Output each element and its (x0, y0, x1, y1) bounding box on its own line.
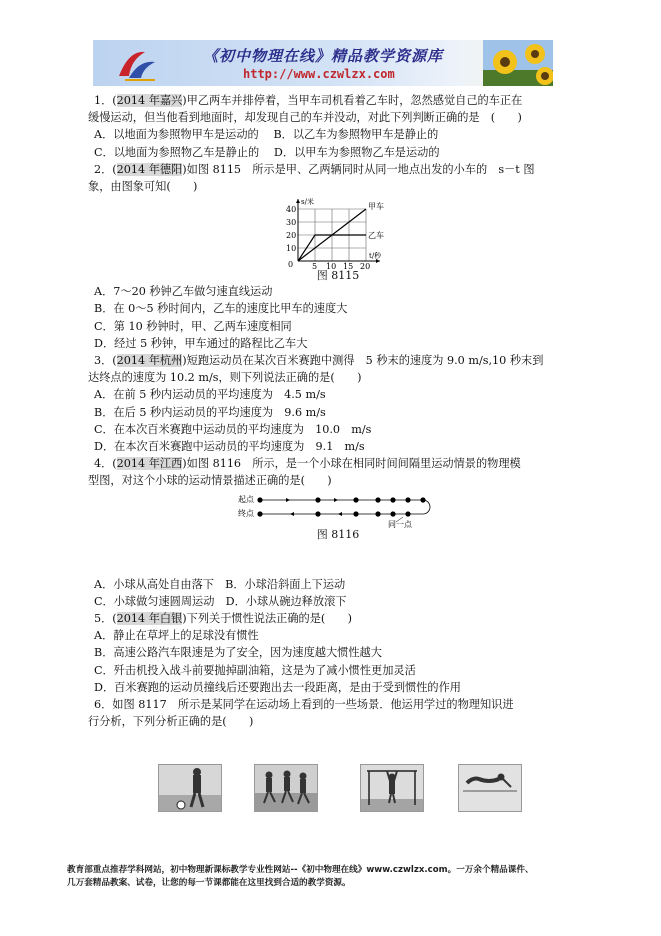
q4-line2: 型图，对这个小球的运动情景描述正确的是( ) (88, 474, 332, 488)
photo-football-icon (158, 764, 222, 812)
sunflower-icon (483, 40, 553, 86)
q6-line2: 行分析，下列分析正确的是( ) (88, 715, 254, 729)
ball (405, 497, 410, 502)
q3-option-c: C．在本次百米赛跑中运动员的平均速度为 10.0 m/s (94, 422, 372, 436)
q2-option-b: B．在 0～5 秒时间内，乙车的速度比甲车的速度大 (94, 302, 348, 316)
q3-option-d: D．在本次百米赛跑中运动员的平均速度为 9.1 m/s (94, 440, 365, 454)
footer-line-1: 教育部重点推荐学科网站，初中物理新课标教学专业性网站--《初中物理在线》www.czwlzx.com。一万余个精品课件、 (67, 865, 534, 875)
ball (257, 497, 262, 502)
q5-line1: 5．(2014 年白银)下列关于惯性说法正确的是( ) (94, 612, 353, 626)
q1-line1: 1．(2014 年嘉兴)甲乙两车并排停着，当甲车司机看着乙车时，忽然感觉自己的车正在 (94, 94, 523, 107)
q4-line1: 4．(2014 年江西)如图 8116 所示，是一个小球在相同时间间隔里运动情景的物理模 (94, 457, 521, 471)
q3-line2: 达终点的速度为 10.2 m/s，则下列说法正确的是( ) (88, 371, 362, 385)
q6-line1: 6．如图 8117 所示是某同学在运动场上看到的一些场景．他运用学过的物理知识进 (94, 698, 514, 712)
figure-8115-ylabel: s/米 (301, 198, 314, 207)
q1-options-cd: C．以地面为参照物乙车是静止的 D．以甲车为参照物乙车是运动的 (94, 145, 440, 159)
page-footer (67, 864, 607, 890)
photo-running-icon (254, 764, 318, 812)
y-tick: 10 (286, 244, 297, 254)
site-logo-icon (115, 46, 159, 82)
ball (375, 511, 380, 516)
footer-line-2: 几万套精品教案、试卷，让您的每一节课都能在这里找到合适的教学资源。 (67, 878, 351, 888)
y-tick: 30 (286, 218, 297, 228)
figure-8116-same-point-label: 同一点 (388, 519, 412, 528)
x-tick: 15 (343, 262, 354, 270)
q5-option-a: A．静止在草坪上的足球没有惯性 (94, 629, 259, 643)
q2-option-d: D．经过 5 秒钟，甲车通过的路程比乙车大 (94, 336, 308, 350)
ball (315, 497, 320, 502)
q1-line2: 缓慢运动，但当他看到地面时，却发现自己的车并没动，对此下列判断正确的是 ( ) (88, 111, 522, 125)
y-tick: 40 (286, 205, 297, 215)
ball (375, 497, 380, 502)
q2-option-c: C．第 10 秒钟时，甲、乙两车速度相同 (94, 319, 292, 333)
q2-line2: 象，由图象可知( ) (88, 180, 198, 194)
ball (420, 497, 425, 502)
ball (405, 511, 410, 516)
ball (257, 511, 262, 516)
series-yi-label: 乙车 (368, 231, 384, 241)
q5-option-d: D．百米赛跑的运动员撞线后还要跑出去一段距离，是由于受到惯性的作用 (94, 680, 461, 694)
x-tick: 20 (360, 262, 371, 270)
q5-option-c: C．歼击机投入战斗前要抛掉副油箱，这是为了减小惯性更加灵活 (94, 663, 416, 677)
figure-8116-start-label: 起点 (238, 494, 254, 504)
y-tick: 20 (286, 231, 297, 241)
figure-8116-diagram (238, 492, 438, 528)
axis-origin: 0 (288, 260, 294, 270)
ball (390, 511, 395, 516)
q4-options-cd: C．小球做匀速圆周运动 D．小球从碗边释放滚下 (94, 594, 347, 608)
header-banner (93, 40, 553, 86)
q4-options-ab: A．小球从高处自由落下 B．小球沿斜面上下运动 (94, 577, 346, 591)
q2-line1: 2．(2014 年德阳)如图 8115 所示是甲、乙两辆同时从同一地点出发的小车的 s－t 图 (94, 162, 535, 176)
figure-8116-caption: 图 8116 (316, 527, 360, 541)
figure-8117-photos (158, 764, 528, 812)
figure-8115-xlabel: t/秒 (369, 252, 382, 261)
q5-option-b: B．高速公路汽车限速是为了安全，因为速度越大惯性越大 (94, 646, 382, 660)
q3-option-b: B．在后 5 秒内运动员的平均速度为 9.6 m/s (94, 405, 326, 419)
ball (353, 497, 358, 502)
ball (315, 511, 320, 516)
x-tick: 5 (312, 262, 318, 270)
photo-high-jump-icon (458, 764, 522, 812)
q3-option-a: A．在前 5 秒内运动员的平均速度为 4.5 m/s (94, 388, 326, 402)
q2-option-a: A．7～20 秒钟乙车做匀速直线运动 (94, 285, 273, 299)
figure-8115-graph (268, 195, 408, 269)
q3-line1: 3．(2014 年杭州)短跑运动员在某次百米赛跑中测得 5 秒末的速度为 9.0 m/s,10 秒末到 (94, 354, 544, 368)
figure-8115-caption: 图 8115 (316, 269, 360, 283)
banner-url[interactable]: http://www.czwlzx.com (243, 67, 395, 81)
q1-options-ab: A．以地面为参照物甲车是运动的 B．以乙车为参照物甲车是静止的 (94, 128, 439, 142)
ball (353, 511, 358, 516)
ball (390, 497, 395, 502)
banner-title: 《初中物理在线》精品教学资源库 (203, 47, 444, 65)
series-jia-label: 甲车 (368, 202, 384, 212)
photo-pullup-icon (360, 764, 424, 812)
figure-8116-end-label: 终点 (238, 508, 254, 518)
question-content (88, 92, 588, 730)
x-tick: 10 (326, 262, 337, 270)
